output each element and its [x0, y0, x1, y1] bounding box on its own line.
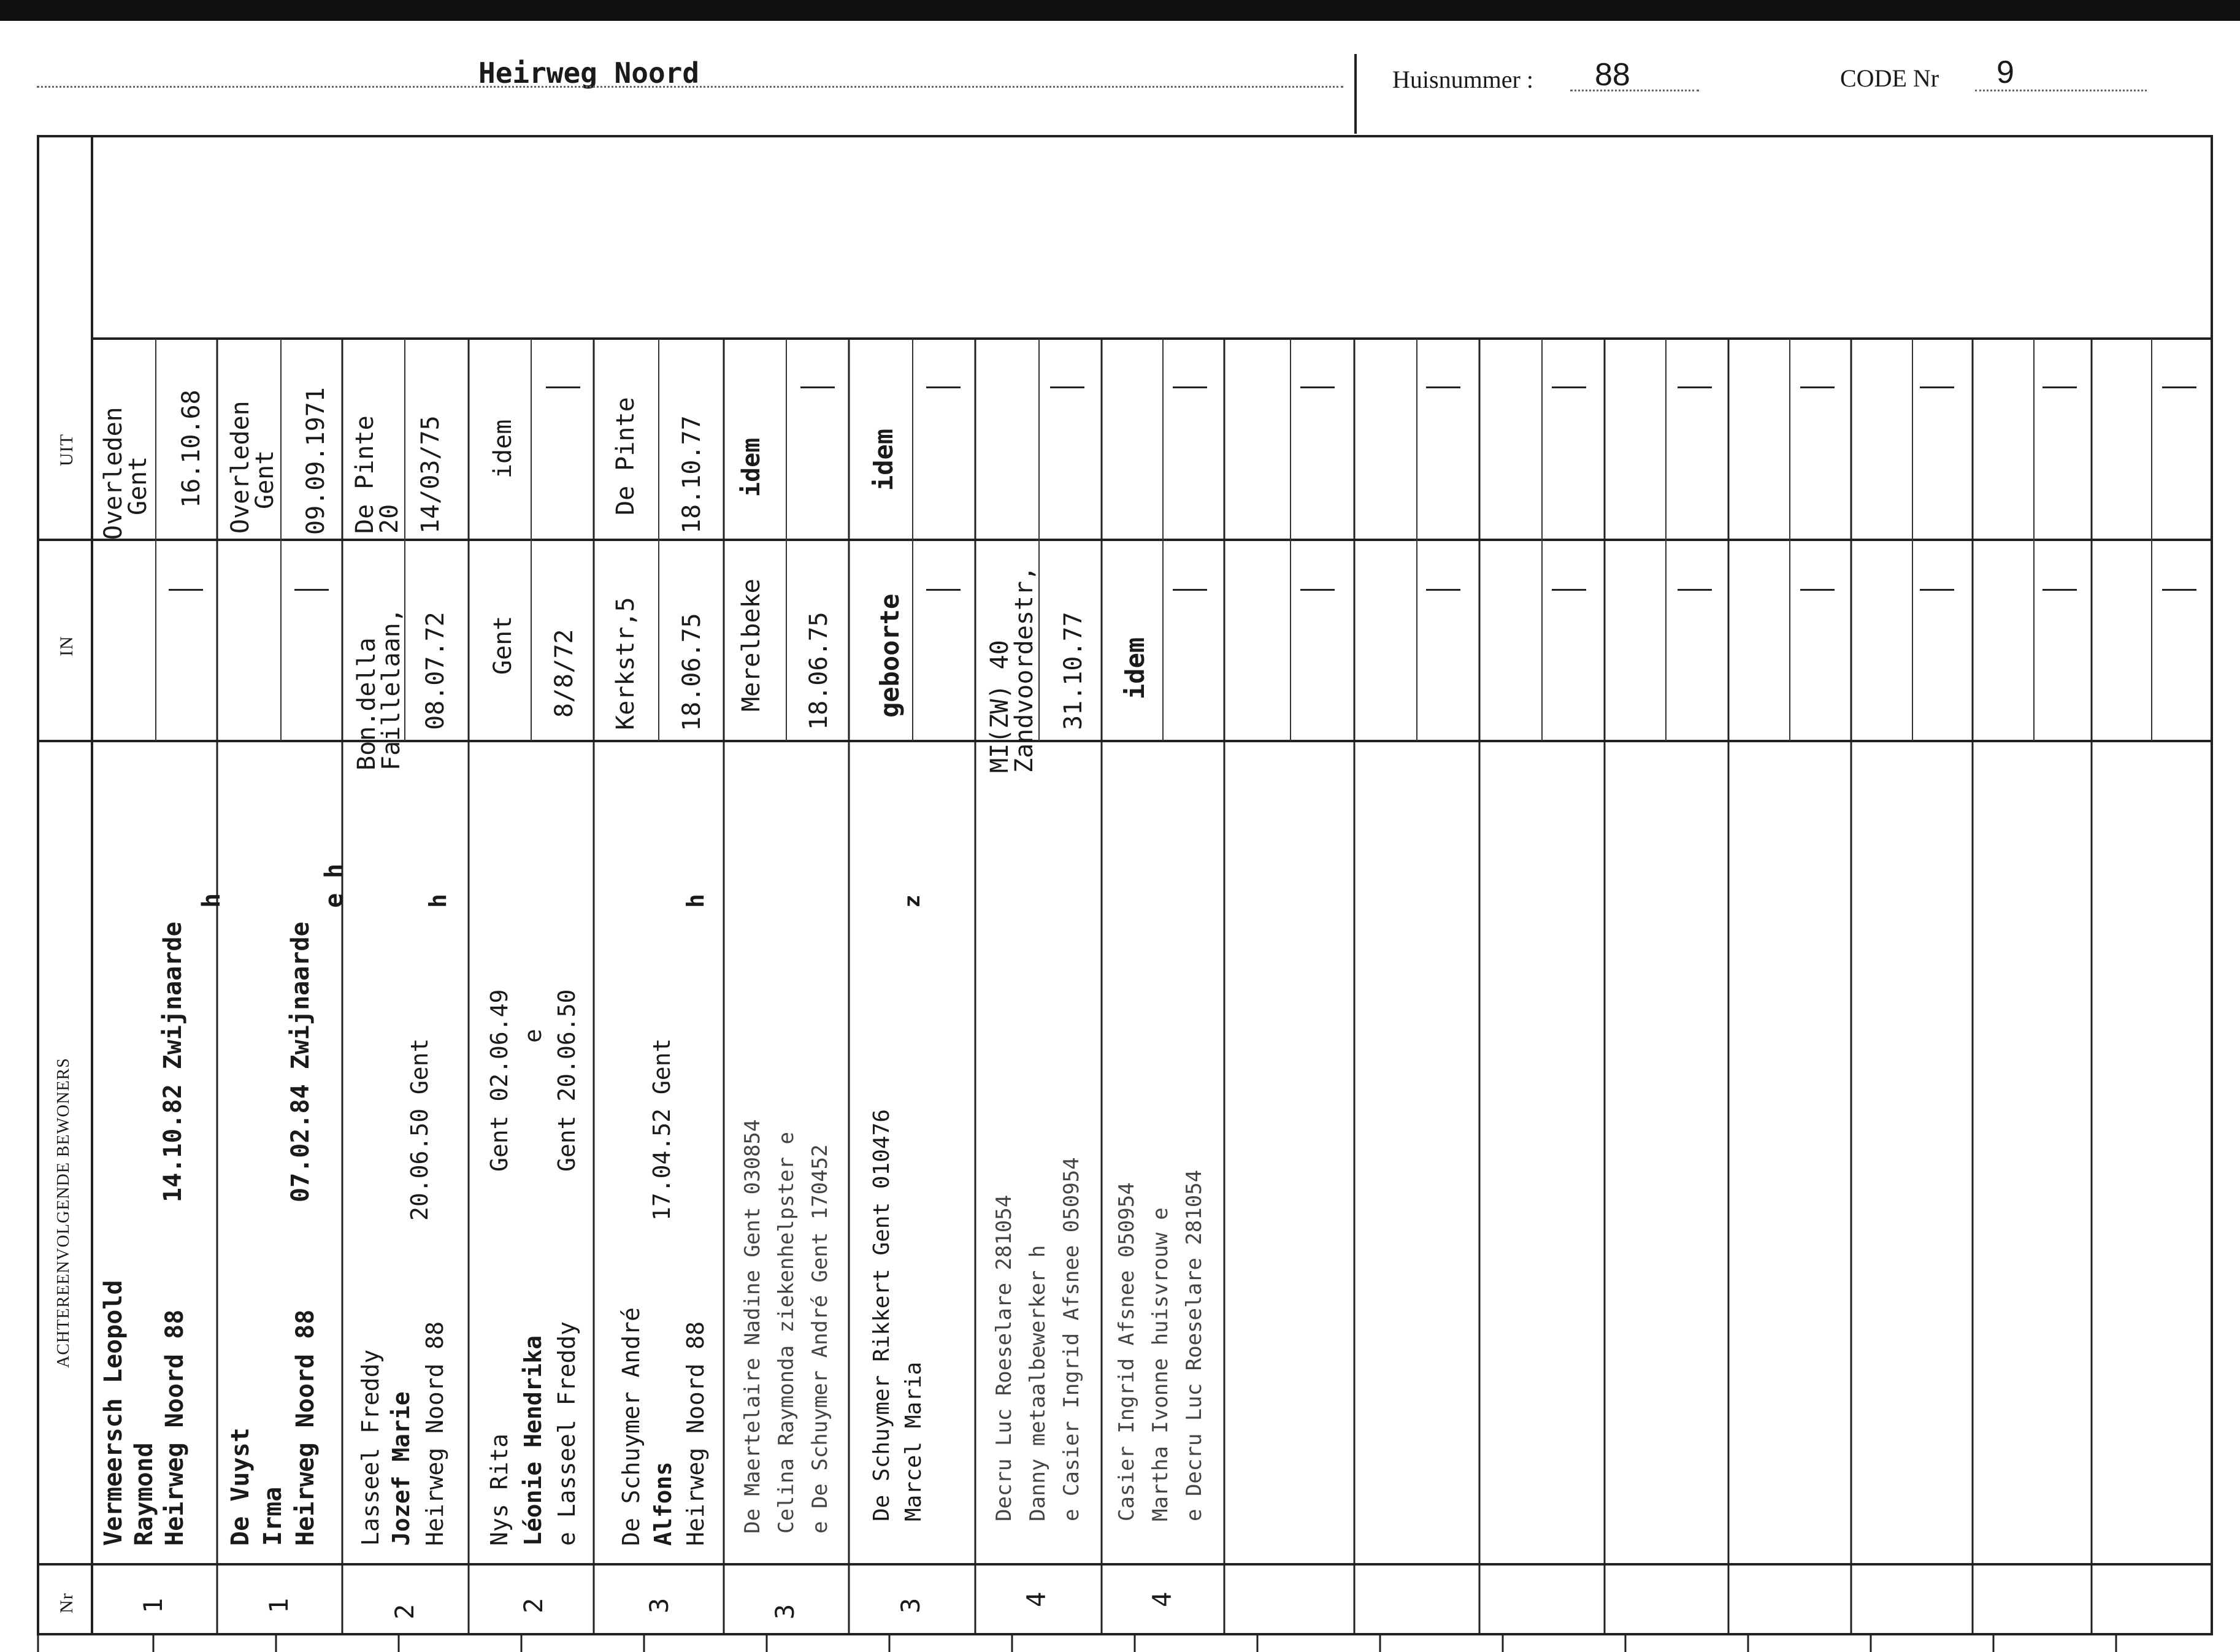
entry-3-uit-date: 14/03/75 [416, 415, 445, 534]
empty-col-17-in-dash [2162, 589, 2196, 591]
empty-col-13-uit-dash [1678, 386, 1712, 388]
entry-1-birth: 14.10.82 Zwijnaarde [159, 921, 187, 1202]
entry-1-mark: h [198, 893, 226, 908]
entry-7-uit-place: idem [869, 428, 899, 491]
empty-col-11-uit-dash [1426, 386, 1460, 388]
uit-row-label: UIT [56, 434, 77, 466]
entry-3-birth: 20.06.50 Gent [406, 1038, 433, 1221]
entry-1-resident-line-3: Heirweg Noord 88 [161, 1309, 189, 1546]
entry-8-uit-empty-dash [1050, 386, 1084, 388]
entry-7-in-place: geboorte [875, 593, 905, 718]
entry-2-birth: 07.02.84 Zwijnaarde [286, 921, 315, 1202]
entry-1-uit-date: 16.10.68 [177, 390, 205, 508]
entry-6-nr: 3 [770, 1604, 800, 1619]
entry-9-resident-line-2: Martha Ivonne huisvrouw e [1148, 1207, 1173, 1521]
entry-2-uit-place: Overleden Gent [226, 401, 279, 534]
entry-1-resident-line-2: Raymond [130, 1442, 158, 1546]
entry-3-uit-place: De Pinte 20 [351, 415, 404, 534]
entry-3-mark: h [424, 894, 451, 908]
entry-6-resident-line-1: De Maertelaire Nadine Gent 030854 [740, 1119, 765, 1534]
entry-6-uit-place: idem [737, 437, 765, 497]
entry-6-uit-empty-dash [800, 386, 835, 388]
house-number-value: 88 [1595, 57, 1630, 93]
entry-7-resident-line-1: De Schuymer Rikkert Gent 010476 [869, 1109, 894, 1521]
entry-8-nr: 4 [1021, 1591, 1051, 1607]
empty-col-16-in-dash [2042, 589, 2077, 591]
entry-5-resident-line-2: Alfons [650, 1461, 677, 1546]
entry-1-nr: 1 [138, 1597, 168, 1613]
entry-8-resident-line-1: Decru Luc Roeselare 281054 [992, 1194, 1016, 1521]
empty-col-15-uit-dash [1920, 386, 1954, 388]
entry-2-uit-date: 09.09.1971 [302, 387, 330, 535]
entry-7-mark: z [900, 894, 925, 908]
entry-2-resident-line-1: De Vuyst [226, 1427, 255, 1546]
entry-4-resident-line-3: e Lasseel Freddy [553, 1321, 580, 1546]
entry-2-nr: 1 [264, 1597, 294, 1613]
empty-col-14-uit-dash [1800, 386, 1835, 388]
entry-5-in-date: 18.06.75 [678, 613, 706, 731]
entry-4-nr: 2 [518, 1597, 548, 1613]
code-number-label: CODE Nr [1840, 64, 1939, 92]
house-number-label: Huisnummer : [1392, 66, 1533, 93]
entry-4-resident-line-1: Nys Rita [486, 1433, 513, 1546]
entry-7-resident-line-2: Marcel Maria [901, 1361, 926, 1521]
in-row-label: IN [56, 636, 77, 656]
entry-9-uit-empty-dash [1173, 386, 1207, 388]
entry-5-birth: 17.04.52 Gent [648, 1038, 675, 1221]
empty-col-16-uit-dash [2042, 386, 2077, 388]
entry-3-resident-line-3: Heirweg Noord 88 [421, 1321, 448, 1546]
entry-3-in-place: Bon.della Faillelaan, [353, 608, 405, 770]
empty-col-14-in-dash [1800, 589, 1835, 591]
entry-5-resident-line-1: De Schuymer André [618, 1307, 645, 1546]
empty-col-10-in-dash [1300, 589, 1335, 591]
empty-col-10-uit-dash [1300, 386, 1335, 388]
entry-9-nr: 4 [1147, 1591, 1177, 1607]
entry-1-uit-place: Overleden Gent [99, 407, 152, 540]
entry-7-in-empty-dash [926, 589, 961, 591]
entry-5-uit-date: 18.10.77 [678, 415, 706, 534]
entry-4-resident-line-2: Léonie Hendrika [520, 1335, 547, 1546]
entry-1-resident-line-1: Vermeersch Leopold [99, 1280, 128, 1546]
entry-3-resident-line-1: Lasseel Freddy [357, 1349, 384, 1546]
entry-7-nr: 3 [896, 1597, 926, 1613]
entry-6-in-place: Merelbeke [737, 578, 765, 712]
entry-1-in-empty-dash [169, 589, 203, 591]
entry-9-in-place: idem [1120, 637, 1150, 699]
entry-2-resident-line-2: Irma [259, 1486, 287, 1546]
entry-9-resident-line-3: e Decru Luc Roeselare 281054 [1182, 1169, 1206, 1521]
entry-3-resident-line-2: Jozef Marie [388, 1391, 415, 1546]
entry-4-uit-place: idem [489, 419, 517, 478]
entry-3-in-date: 08.07.72 [421, 612, 450, 730]
entry-6-resident-line-2: Celina Raymonda ziekenhelpster e [774, 1131, 799, 1534]
empty-col-11-in-dash [1426, 589, 1460, 591]
entry-3-nr: 2 [389, 1604, 420, 1619]
code-number-value: 9 [1996, 55, 2014, 90]
entry-4-in-place: Gent [489, 615, 517, 675]
entry-4-detail-1: Gent 02.06.49 [486, 989, 513, 1172]
entry-9-in-empty-dash [1173, 589, 1207, 591]
nr-row-label: Nr [56, 1592, 77, 1613]
entry-2-resident-line-3: Heirweg Noord 88 [291, 1309, 320, 1546]
empty-col-12-in-dash [1552, 589, 1586, 591]
entry-4-detail-2: e [520, 1029, 547, 1043]
entry-4-detail-3: Gent 20.06.50 [553, 989, 580, 1172]
street-name: Heirweg Noord [478, 56, 700, 90]
entry-5-uit-place: De Pinte [612, 397, 640, 515]
residents-row-label: ACHTEREENVOLGENDE BEWONERS [54, 1058, 73, 1368]
empty-col-12-uit-dash [1552, 386, 1586, 388]
entry-2-in-empty-dash [294, 589, 329, 591]
entry-5-mark: h [682, 894, 709, 908]
entry-8-in-place: MI(ZW) 40 Zandvoordestr, [986, 566, 1038, 773]
entry-8-in-date: 31.10.77 [1059, 612, 1087, 730]
entry-6-in-date: 18.06.75 [805, 612, 833, 730]
entry-5-nr: 3 [644, 1597, 674, 1613]
empty-col-17-uit-dash [2162, 386, 2196, 388]
entry-7-uit-empty-dash [926, 386, 961, 388]
empty-col-15-in-dash [1920, 589, 1954, 591]
entry-5-resident-line-3: Heirweg Noord 88 [682, 1321, 709, 1546]
entry-2-mark: e h [320, 863, 348, 908]
entry-4-in-date: 8/8/72 [550, 629, 578, 718]
entry-8-resident-line-2: Danny metaalbewerker h [1026, 1245, 1050, 1521]
entry-5-in-place: Kerkstr,5 [612, 597, 640, 730]
entry-6-resident-line-3: e De Schuymer André Gent 170452 [808, 1144, 832, 1534]
empty-col-13-in-dash [1678, 589, 1712, 591]
entry-4-uit-empty-dash [546, 386, 580, 388]
entry-8-resident-line-3: e Casier Ingrid Afsnee 050954 [1059, 1157, 1084, 1521]
entry-9-resident-line-1: Casier Ingrid Afsnee 050954 [1114, 1182, 1139, 1521]
